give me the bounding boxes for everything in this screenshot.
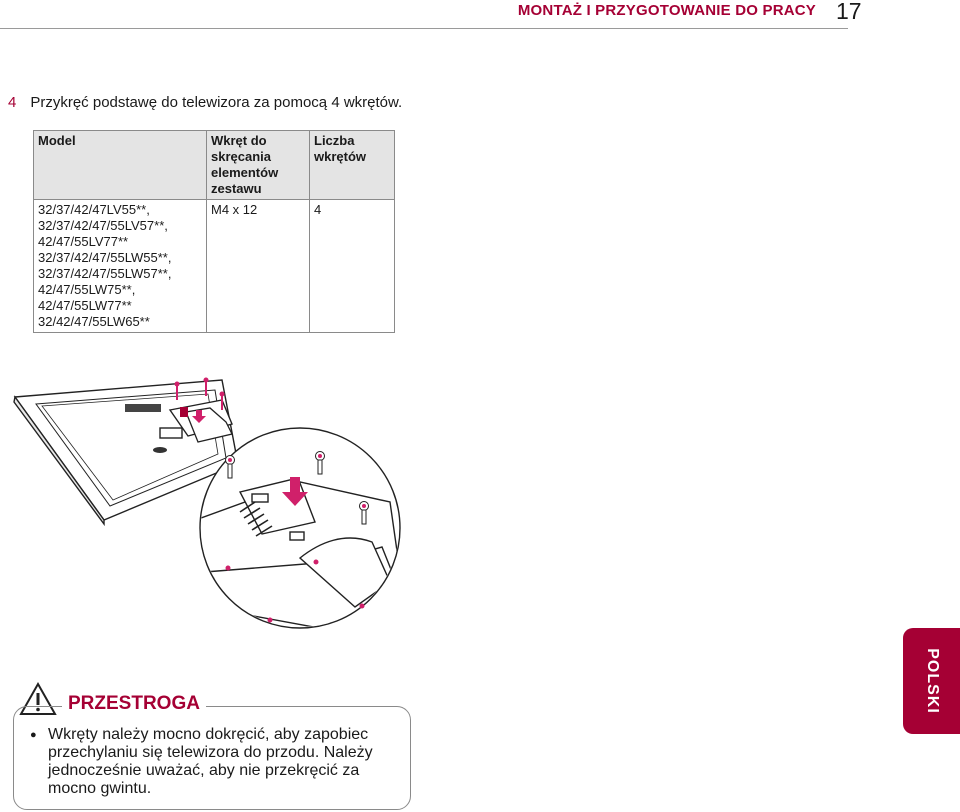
- header-rule: [0, 28, 848, 29]
- step-number: 4: [8, 94, 17, 111]
- model-item: 32/42/47/55LW65**: [38, 314, 150, 329]
- model-item: 42/47/55LV77**: [38, 234, 129, 249]
- page-number: 17: [836, 0, 862, 24]
- stand-assembly-illustration: [0, 372, 420, 647]
- section-title: MONTAŻ I PRZYGOTOWANIE DO PRACY: [517, 2, 816, 19]
- table-header-row: [34, 131, 395, 200]
- model-item: 32/37/42/47/55LW57**,: [38, 266, 172, 281]
- language-tab-label: POLSKI: [923, 648, 941, 714]
- language-tab: [903, 628, 960, 734]
- step-instruction: [8, 94, 402, 111]
- column-header-count: Liczba wkrętów: [310, 131, 395, 200]
- step-text: Przykręć podstawę do telewizora za pomocą 4 wkrętów.: [30, 94, 403, 111]
- screw-count: 4: [310, 200, 395, 333]
- model-item: 42/47/55LW75**,: [38, 282, 136, 297]
- model-item: 32/37/42/47LV55**,: [38, 202, 150, 217]
- screw-size: M4 x 12: [207, 200, 310, 333]
- bullet-icon: ●: [30, 729, 37, 741]
- screw-spec-table: [33, 130, 395, 333]
- model-item: 32/37/42/47/55LV57**,: [38, 218, 168, 233]
- model-item: 42/47/55LW77**: [38, 298, 132, 313]
- model-item: 32/37/42/47/55LW55**,: [38, 250, 172, 265]
- column-header-screw: Wkręt do skręcania elementów zestawu: [207, 131, 310, 200]
- column-header-model: Model: [34, 131, 207, 200]
- caution-text: Wkręty należy mocno dokręcić, aby zapobiec przechylaniu się telewizora do przodu. Należy jednocześnie uważać, aby nie przekręcić za mocno gwintu.: [48, 726, 373, 797]
- table-row: [34, 200, 395, 333]
- model-list: [34, 200, 207, 333]
- caution-title: PRZESTROGA: [62, 693, 206, 715]
